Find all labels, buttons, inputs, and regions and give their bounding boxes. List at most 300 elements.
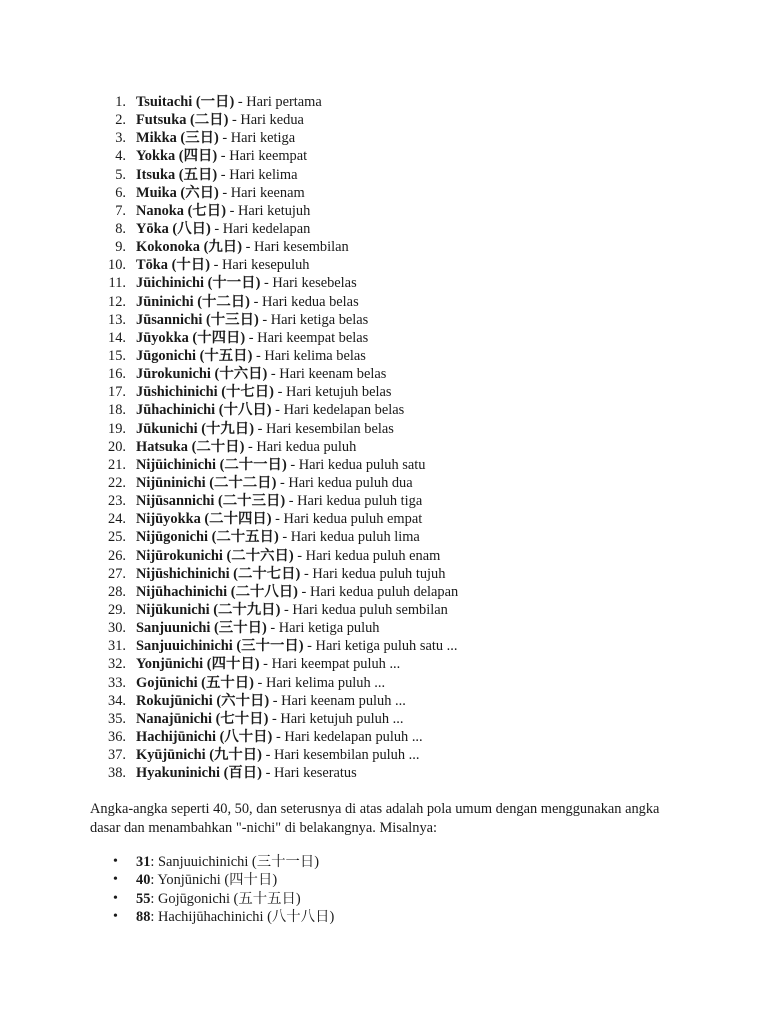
day-meaning: Hari kedua puluh sembilan [292,601,448,618]
list-item [0,710,458,728]
item-number: 3. [115,130,126,147]
list-item [0,166,458,184]
separator: - [252,347,265,364]
kanji-term: 十七日 [225,384,270,401]
separator: - [253,420,266,437]
day-meaning: Hari kesembilan belas [265,420,394,437]
kanji-term: 十三日 [210,311,254,328]
item-number: 38. [108,765,126,782]
separator: - [266,620,279,637]
kanji-term: 五十日 [205,674,250,691]
kanji-term: 二日 [194,112,224,129]
example-number: 88 [136,908,151,925]
day-meaning: Hari kedua puluh delapan [309,583,459,600]
list-item [0,764,458,782]
romaji-term: Jūsannichi [136,311,203,328]
kanji-term: 十五日 [204,347,248,364]
kanji-term: 十日 [176,257,206,274]
colon: : [150,908,158,925]
item-number: 36. [108,728,126,745]
item-number: 37. [108,747,126,764]
open-paren: ( [168,220,178,237]
example-kanji: 四十日 [229,872,273,889]
kanji-term: 二十五日 [216,529,274,546]
close-paren: ) [205,220,211,237]
open-paren: ( [229,565,238,582]
close-paren: ) [212,148,218,165]
separator: - [259,656,272,673]
kanji-term: 六日 [185,184,214,201]
list-item [0,184,458,202]
list-item [0,474,458,492]
bullet-icon: • [113,890,118,906]
kanji-term: 三十一日 [241,638,299,655]
close-paren: ) [280,493,286,510]
list-item [0,420,458,438]
example-romaji: Yonjūnichi [157,872,221,889]
close-paren: ) [271,474,277,491]
romaji-term: Jūichinichi [136,275,204,292]
list-item [0,383,458,401]
open-paren: ( [219,765,229,782]
day-meaning: Hari kedelapan puluh ... [284,728,423,745]
day-meaning: Hari kelima [229,166,298,183]
separator: - [276,474,289,491]
item-number: 15. [108,347,126,364]
list-item [0,238,458,256]
item-number: 34. [108,692,126,709]
example-romaji: Hachijūhachinichi [158,908,264,925]
romaji-term: Tōka [136,257,168,274]
day-meaning: Hari keseratus [273,765,357,782]
kanji-term: 二十一日 [224,456,282,473]
kanji-term: 三日 [185,130,214,147]
item-number: 18. [108,402,126,419]
romaji-term: Nijūyokka [136,511,201,528]
kanji-term: 二十七日 [237,565,296,582]
romaji-term: Yōka [136,220,169,237]
example-number: 55 [136,890,151,907]
close-paren: ) [249,420,254,437]
open-paren: ( [205,747,214,764]
open-paren: ( [195,347,205,364]
item-number: 26. [108,547,126,564]
close-paren: ) [288,547,294,564]
list-item [0,692,458,710]
day-meaning: Hari keempat [229,148,308,165]
list-item [0,293,458,311]
close-paren: ) [272,872,278,889]
item-number: 11. [108,275,126,292]
example-item [0,890,334,908]
day-meaning: Hari kedelapan belas [283,402,405,419]
day-meaning: Hari keempat belas [257,329,369,346]
kanji-term: 十一日 [212,275,256,292]
romaji-term: Yokka [136,148,176,165]
separator: - [280,601,293,618]
romaji-term: Nijūrokunichi [136,547,223,564]
close-paren: ) [213,130,219,147]
open-paren: ( [176,130,186,147]
kanji-term: 二十六日 [231,547,289,564]
list-item [0,674,458,692]
explanation-paragraph: Angka-angka seperti 40, 50, dan seterusnya di atas adalah pola umum dengan menggunakan angka dasar dan menambahkan "-nichi" di belakangnya. Misalnya: [90,801,660,836]
separator: - [271,402,284,419]
kanji-term: 二十日 [196,438,240,455]
kanji-term: 二十二日 [213,474,272,491]
open-paren: ( [202,311,211,328]
close-paren: ) [213,184,219,201]
item-number: 10. [108,257,126,274]
kanji-term: 九十日 [213,747,258,764]
close-paren: ) [255,275,261,292]
romaji-term: Jūninichi [136,293,194,310]
close-paren: ) [229,94,235,110]
open-paren: ( [217,384,226,401]
open-paren: ( [176,184,186,201]
separator: - [217,166,230,183]
day-meaning: Hari ketiga [230,130,296,147]
day-meaning: Hari kelima belas [264,347,366,364]
day-meaning: Hari kedua puluh lima [290,529,420,546]
open-paren: ( [214,493,223,510]
close-paren: ) [223,112,229,129]
open-paren: ( [203,275,213,292]
item-number: 8. [115,220,126,237]
romaji-term: Jūkunichi [136,420,198,437]
kanji-term: 二十四日 [209,511,267,528]
list-item [0,565,458,583]
romaji-term: Nijūhachinichi [136,583,228,600]
separator: - [303,638,316,655]
separator: - [286,456,299,473]
list-item [0,220,458,238]
list-item [0,147,458,165]
item-number: 13. [108,311,126,328]
romaji-term: Sanjuuichinichi [136,638,233,655]
day-meaning: Hari kedua [240,112,304,129]
kanji-term: 百日 [228,765,258,782]
separator: - [267,366,280,383]
item-number: 35. [108,710,126,727]
open-paren: ( [200,511,210,528]
list-item [0,637,458,655]
example-item [0,853,334,871]
day-meaning: Hari kedua belas [261,293,359,310]
close-paren: ) [237,239,242,256]
day-meaning: Hari kedua puluh empat [283,511,423,528]
close-paren: ) [253,311,259,328]
separator: - [297,583,310,600]
list-item [0,311,458,329]
close-paren: ) [281,456,287,473]
list-item [0,528,458,546]
open-paren: ( [210,366,220,383]
separator: - [253,674,266,691]
close-paren: ) [205,257,210,274]
romaji-term: Rokujūnichi [136,692,213,709]
separator: - [241,239,254,256]
open-paren: ( [215,728,225,745]
day-meaning: Hari kedua puluh satu [298,456,426,473]
romaji-term: Futsuka [136,112,187,129]
item-number: 33. [108,674,126,691]
item-number: 32. [108,656,126,673]
item-number: 5. [115,166,126,183]
day-meaning: Hari kedua puluh tujuh [312,565,446,582]
close-paren: ) [298,638,304,655]
open-paren: ( [220,872,230,889]
list-item [0,256,458,274]
open-paren: ( [232,638,242,655]
romaji-term: Nanajūnichi [136,710,212,727]
example-number: 31 [136,854,151,870]
list-item [0,492,458,510]
kanji-term: 二十三日 [222,493,281,510]
romaji-term: Jūgonichi [136,347,196,364]
list-item [0,438,458,456]
close-paren: ) [257,765,262,782]
open-paren: ( [215,456,225,473]
list-item [0,655,458,673]
kanji-term: 七日 [192,202,222,219]
separator: - [271,511,284,528]
item-number: 21. [108,456,126,473]
open-paren: ( [188,329,198,346]
kanji-term: 五日 [183,166,213,183]
close-paren: ) [261,620,267,637]
day-meaning: Hari keenam belas [279,366,387,383]
list-item [0,583,458,601]
colon: : [150,854,158,870]
separator: - [261,765,274,782]
item-number: 4. [115,148,126,165]
separator: - [260,275,273,292]
colon: : [150,872,158,889]
example-romaji: Sanjuuichinichi [158,854,249,870]
item-number: 31. [108,638,126,655]
list-item [0,93,458,111]
example-kanji: 八十八日 [271,908,330,925]
close-paren: ) [295,565,301,582]
item-number: 20. [108,438,126,455]
kanji-term: 十八日 [223,402,267,419]
open-paren: ( [187,438,197,455]
day-meaning: Hari kedua puluh tiga [297,493,423,510]
kanji-term: 四日 [183,148,213,165]
romaji-term: Tsuitachi [136,94,193,110]
romaji-term: Yonjūnichi [136,656,204,673]
list-item [0,129,458,147]
close-paren: ) [247,347,253,364]
example-kanji: 五十五日 [238,890,296,907]
separator: - [273,384,286,401]
item-number: 17. [108,384,126,401]
list-item [0,329,458,347]
separator: - [272,728,285,745]
kanji-term: 八日 [177,220,206,237]
item-number: 28. [108,583,126,600]
day-meaning: Hari kedua puluh enam [305,547,441,564]
open-paren: ( [175,166,184,183]
romaji-term: Muika [136,184,177,201]
close-paren: ) [221,202,226,219]
kanji-term: 八十日 [224,728,268,745]
romaji-term: Nijūkunichi [136,601,210,618]
list-item [0,456,458,474]
separator: - [261,747,274,764]
close-paren: ) [262,366,268,383]
separator: - [210,220,223,237]
separator: - [217,148,230,165]
item-number: 16. [108,366,126,383]
separator: - [293,547,306,564]
item-number: 7. [115,202,126,219]
item-number: 14. [108,329,126,346]
bullet-icon: • [113,854,118,869]
kanji-term: 六十日 [221,692,265,709]
close-paren: ) [245,293,250,310]
kanji-term: 三十日 [218,620,262,637]
kanji-term: 十六日 [219,366,263,383]
examples-list [0,853,334,926]
romaji-term: Nijūgonichi [136,529,208,546]
day-meaning: Hari kelima puluh ... [265,674,386,691]
open-paren: ( [209,601,218,618]
example-item [0,908,334,926]
romaji-term: Hachijūnichi [136,728,216,745]
separator: - [228,112,241,129]
open-paren: ( [186,112,195,129]
item-number: 29. [108,601,126,618]
separator: - [300,565,313,582]
day-meaning: Hari ketiga belas [270,311,369,328]
day-meaning: Hari kesepuluh [221,257,310,274]
romaji-term: Jūshichinichi [136,384,218,401]
day-meaning: Hari kesembilan puluh ... [273,747,420,764]
list-item [0,365,458,383]
day-meaning: Hari kedua puluh [256,438,357,455]
day-meaning: Hari keenam [230,184,305,201]
close-paren: ) [263,710,269,727]
item-number: 6. [115,184,126,201]
separator: - [269,692,282,709]
separator: - [285,493,298,510]
day-meaning: Hari ketujuh [237,202,311,219]
day-meaning: Hari kesembilan [253,239,349,256]
romaji-term: Kokonoka [136,239,200,256]
close-paren: ) [266,511,272,528]
kanji-term: 二十九日 [217,601,276,618]
kanji-term: 四十日 [211,656,255,673]
open-paren: ( [192,94,201,110]
separator: - [218,130,231,147]
separator: - [278,529,291,546]
close-paren: ) [273,529,279,546]
day-meaning: Hari ketiga puluh satu ... [315,638,458,655]
open-paren: ( [168,257,177,274]
close-paren: ) [254,656,260,673]
example-number: 40 [136,872,151,889]
open-paren: ( [248,854,257,870]
day-meaning: Hari ketujuh puluh ... [280,710,404,727]
close-paren: ) [329,908,335,925]
item-number: 9. [115,239,126,256]
close-paren: ) [249,674,254,691]
open-paren: ( [212,692,222,709]
separator: - [245,329,258,346]
romaji-term: Jūyokka [136,329,189,346]
open-paren: ( [215,402,224,419]
kanji-term: 一日 [200,94,230,110]
close-paren: ) [293,583,298,600]
list-item [0,274,458,292]
romaji-term: Hyakuninichi [136,765,220,782]
item-number: 27. [108,565,126,582]
kanji-term: 十二日 [201,293,246,310]
list-item [0,401,458,419]
open-paren: ( [197,420,206,437]
open-paren: ( [263,908,272,925]
romaji-term: Kyūjūnichi [136,747,206,764]
day-meaning: Hari ketujuh belas [285,384,392,401]
close-paren: ) [257,747,262,764]
colon: : [150,890,158,907]
kanji-term: 七十日 [220,710,264,727]
open-paren: ( [203,656,212,673]
open-paren: ( [205,474,214,491]
separator: - [244,438,257,455]
item-number: 23. [108,493,126,510]
close-paren: ) [212,166,218,183]
list-item [0,510,458,528]
item-number: 2. [115,112,126,129]
kanji-term: 十九日 [206,420,250,437]
romaji-term: Nijūninichi [136,474,206,491]
item-number: 24. [108,511,126,528]
list-item [0,547,458,565]
romaji-term: Jūrokunichi [136,366,211,383]
close-paren: ) [295,890,301,907]
open-paren: ( [193,293,202,310]
romaji-term: Jūhachinichi [136,402,216,419]
close-paren: ) [266,402,272,419]
day-meaning: Hari pertama [246,94,322,110]
item-number: 12. [108,293,126,310]
item-number: 19. [108,420,126,437]
close-paren: ) [240,329,246,346]
open-paren: ( [197,674,206,691]
romaji-term: Mikka [136,130,177,147]
romaji-term: Nanoka [136,202,184,219]
kanji-term: 十四日 [197,329,241,346]
day-meaning: Hari kedelapan [222,220,311,237]
romaji-term: Hatsuka [136,438,188,455]
list-item [0,746,458,764]
list-item [0,347,458,365]
separator: - [225,202,238,219]
romaji-term: Nijūichinichi [136,456,216,473]
separator: - [249,293,262,310]
close-paren: ) [239,438,245,455]
close-paren: ) [264,692,270,709]
separator: - [209,257,222,274]
list-item [0,728,458,746]
open-paren: ( [227,583,236,600]
kanji-term: 九日 [208,239,238,256]
example-item [0,871,334,889]
day-meaning: Hari keenam puluh ... [281,692,406,709]
